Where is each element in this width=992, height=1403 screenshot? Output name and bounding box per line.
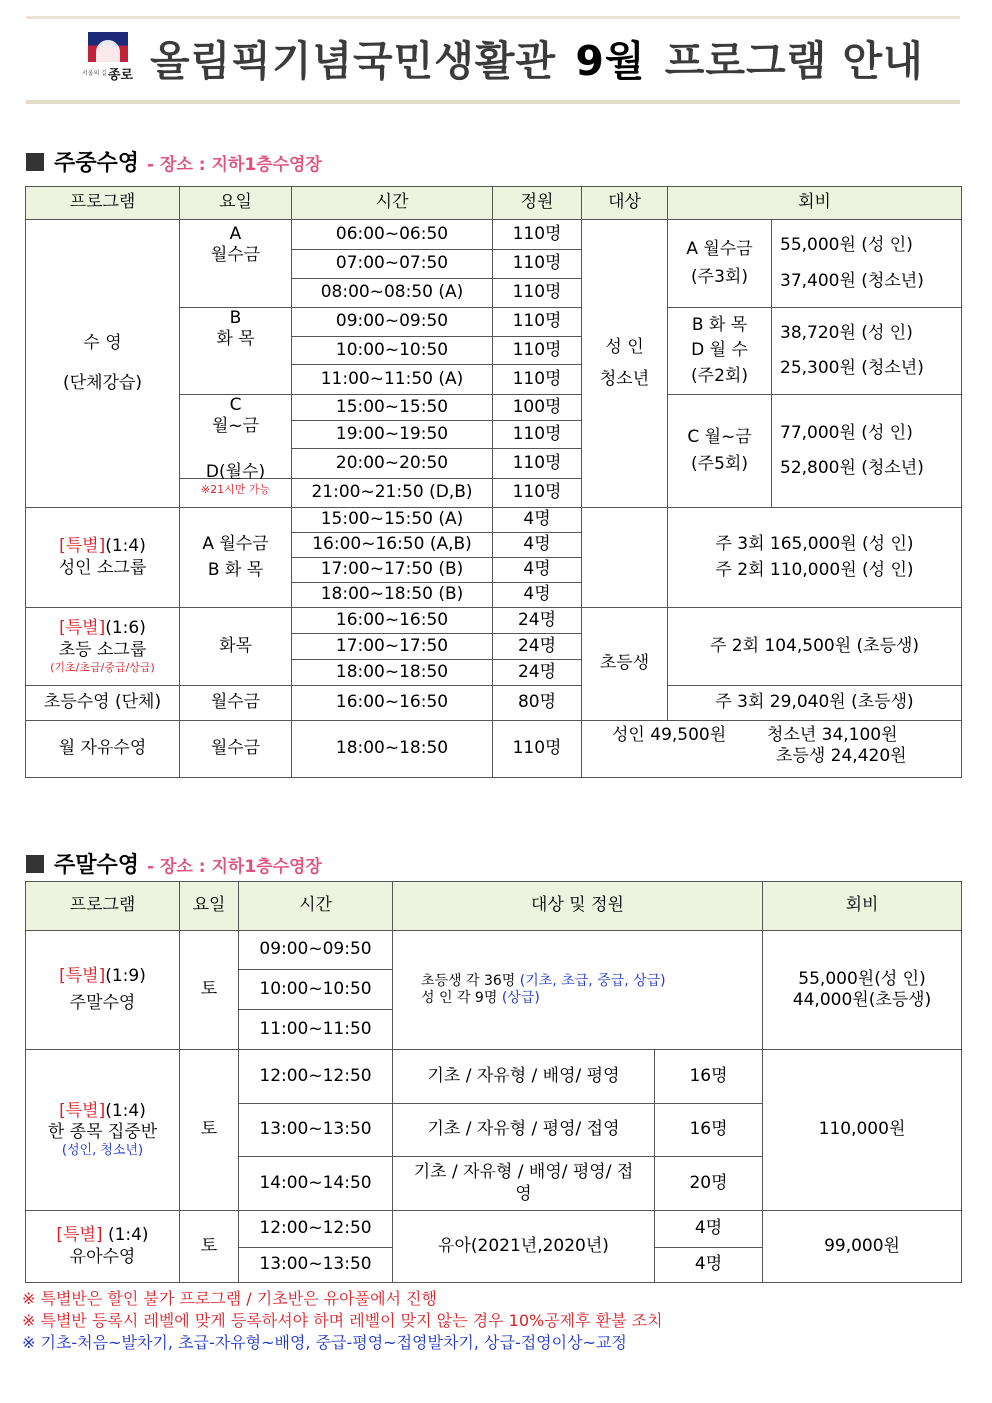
logo-arch-icon — [96, 40, 120, 64]
table-row — [26, 508, 962, 533]
header-bottom-rule — [26, 100, 960, 104]
kid-group-name: 초등수영 (단체) — [26, 686, 180, 721]
kid-small-ratio: (1:6) — [105, 618, 146, 639]
cap-cell: 4명 — [493, 533, 582, 558]
col-time: 시간 — [292, 187, 493, 220]
title-tail: 프로그램 안내 — [664, 37, 924, 85]
table-row — [26, 686, 962, 721]
cap-cell: 110명 — [493, 308, 582, 337]
fee-c-values — [772, 395, 962, 508]
target-adult: 성 인 — [605, 337, 644, 358]
kid-small-tag: [특별] — [59, 618, 106, 639]
focus-fee: 110,000원 — [763, 1050, 962, 1211]
days-a-cell — [180, 220, 292, 308]
col-target-capacity: 대상 및 정원 — [393, 882, 763, 931]
title-main: 올림픽기념국민생활관 — [150, 37, 557, 85]
toddler-program — [26, 1211, 180, 1283]
focus-day: 토 — [180, 1050, 239, 1211]
focus-target: 기초 / 자유형 / 배영/ 평영 — [393, 1050, 655, 1104]
col-days: 요일 — [180, 187, 292, 220]
swim-program-sub: (단체강습) — [63, 372, 142, 393]
kid-small-fee: 주 2회 104,500원 (초등생) — [668, 608, 962, 686]
weekend-swim-tag: [특별] — [59, 965, 106, 986]
weekend-swim-line2a: 성 인 각 9명 — [421, 990, 498, 1006]
table-row — [26, 220, 962, 250]
col-time: 시간 — [239, 882, 393, 931]
toddler-fee: 99,000원 — [763, 1211, 962, 1283]
cap-cell: 24명 — [493, 634, 582, 660]
title-month: 9월 — [575, 37, 646, 85]
time-cell: 20:00~20:50 — [292, 449, 493, 479]
time-cell: 18:00~18:50 (B) — [292, 583, 493, 608]
kid-group-days: 월수금 — [180, 686, 292, 721]
adult-small-name: 성인 소그룹 — [58, 557, 147, 578]
table-row — [26, 931, 962, 970]
weekend-swim-ratio: (1:9) — [105, 965, 146, 986]
kid-small-name: 초등 소그룹 — [58, 639, 147, 660]
time-cell: 12:00~12:50 — [239, 1211, 393, 1248]
fee-a-values — [772, 220, 962, 308]
kid-target: 초등생 — [582, 608, 668, 721]
logo-big-text: 종로 — [108, 68, 134, 83]
time-cell: 18:00~18:50 — [292, 660, 493, 686]
logo-small-text: 서울의 길 — [82, 70, 108, 77]
cap-cell: 16명 — [655, 1104, 763, 1157]
cap-cell: 16명 — [655, 1050, 763, 1104]
days-a-code: A — [229, 224, 242, 244]
weekend-swim-name: 주말수영 — [69, 993, 136, 1013]
cap-cell: 4명 — [493, 508, 582, 533]
cap-cell: 24명 — [493, 608, 582, 634]
swim-program-cell — [26, 220, 180, 508]
footnotes — [22, 1288, 663, 1354]
days-c-days: 월~금 — [211, 416, 260, 437]
time-cell: 13:00~13:50 — [239, 1248, 393, 1283]
focus-target: 기초 / 자유형 / 평영/ 접영 — [393, 1104, 655, 1157]
focus-name: 한 종목 집중반 — [47, 1121, 158, 1142]
col-program: 프로그램 — [26, 882, 180, 931]
focus-ratio: (1:4) — [105, 1100, 146, 1121]
time-cell: 07:00~07:50 — [292, 250, 493, 279]
fee-bd-label — [668, 308, 772, 395]
note-line: ※ 특별반은 할인 불가 프로그램 / 기초반은 유아풀에서 진행 — [22, 1289, 437, 1308]
weekday-table — [25, 186, 962, 778]
cap-cell: 110명 — [493, 365, 582, 395]
adult-small-ratio: (1:4) — [105, 536, 146, 557]
adult-small-days — [180, 508, 292, 608]
weekend-swim-line2b: (상급) — [501, 990, 540, 1006]
target-youth: 청소년 — [599, 368, 650, 389]
weekday-section-heading — [26, 146, 322, 177]
fee-bd-label3: (주2회) — [691, 365, 748, 386]
free-swim-name: 월 자유수영 — [26, 721, 180, 778]
time-cell: 11:00~11:50 — [239, 1010, 393, 1050]
kid-group-fee: 주 3회 29,040원 (초등생) — [668, 686, 962, 721]
adult-small-fee2: 주 2회 110,000원 (성 인) — [715, 559, 914, 580]
cap-cell: 110명 — [493, 337, 582, 365]
table-row — [26, 608, 962, 634]
time-cell: 19:00~19:50 — [292, 421, 493, 449]
weekend-swim-line1a: 초등생 각 36명 — [421, 972, 516, 989]
kid-small-program — [26, 608, 180, 686]
weekend-swim-day: 토 — [180, 931, 239, 1050]
free-swim-fee-youth: 청소년 34,100원 — [766, 725, 898, 745]
free-swim-fee-adult: 성인 49,500원 — [612, 725, 727, 745]
weekday-heading-text: 주중수영 — [54, 151, 140, 176]
weekend-swim-target — [393, 931, 763, 1050]
fee-bd-values — [772, 308, 962, 395]
fee-a-adult: 55,000원 (성 인) — [780, 235, 913, 256]
cap-cell: 4명 — [493, 583, 582, 608]
weekend-swim-fee — [763, 931, 962, 1050]
fee-c-adult: 77,000원 (성 인) — [780, 422, 913, 443]
time-cell: 16:00~16:50 — [292, 608, 493, 634]
cap-cell: 110명 — [493, 279, 582, 308]
cap-cell: 4명 — [655, 1248, 763, 1283]
days-b-code: B — [229, 308, 242, 328]
jongno-logo — [82, 32, 140, 84]
free-swim-cap: 110명 — [493, 721, 582, 778]
adult-small-tag: [특별] — [59, 536, 106, 557]
time-cell: 21:00~21:50 (D,B) — [292, 479, 493, 508]
fee-a-label — [668, 220, 772, 308]
adult-small-fee — [668, 508, 962, 608]
fee-a-youth: 37,400원 (청소년) — [780, 270, 924, 291]
free-swim-fee-kid: 초등생 24,420원 — [776, 746, 907, 767]
cap-cell: 110명 — [493, 220, 582, 250]
table-row — [26, 1050, 962, 1104]
days-d-note: ※21시만 가능 — [200, 482, 271, 496]
adult-small-fee1: 주 3회 165,000원 (성 인) — [715, 534, 914, 555]
cap-cell: 110명 — [493, 250, 582, 279]
time-cell: 15:00~15:50 (A) — [292, 508, 493, 533]
cap-cell: 110명 — [493, 449, 582, 479]
col-fee: 회비 — [668, 187, 962, 220]
note-line: ※ 기초-처음~발차기, 초급-자유형~배영, 중급-평영~접영발차기, 상급-접영이상~교정 — [22, 1333, 627, 1352]
time-cell: 09:00~09:50 — [292, 308, 493, 337]
table-row — [26, 721, 962, 778]
target-cell — [582, 220, 668, 508]
focus-program — [26, 1050, 180, 1211]
cap-cell: 100명 — [493, 395, 582, 421]
toddler-ratio: (1:4) — [107, 1225, 149, 1246]
col-program: 프로그램 — [26, 187, 180, 220]
col-fee: 회비 — [763, 882, 962, 931]
kid-group-time: 16:00~16:50 — [292, 686, 493, 721]
days-b-days: 화 목 — [216, 329, 255, 350]
fee-bd-adult: 38,720원 (성 인) — [780, 322, 913, 343]
fee-bd-label2: D 월 수 — [691, 340, 748, 361]
free-swim-time: 18:00~18:50 — [292, 721, 493, 778]
time-cell: 16:00~16:50 (A,B) — [292, 533, 493, 558]
time-cell: 17:00~17:50 — [292, 634, 493, 660]
time-cell: 10:00~10:50 — [292, 337, 493, 365]
weekend-swim-line1b: (기초, 초급, 중급, 상급) — [519, 972, 666, 989]
header-top-rule — [26, 16, 960, 19]
col-day: 요일 — [180, 882, 239, 931]
weekend-header-row — [26, 882, 962, 931]
col-target: 대상 — [582, 187, 668, 220]
weekend-swim-fee2: 44,000원(초등생) — [792, 990, 932, 1010]
cap-cell: 110명 — [493, 421, 582, 449]
adult-small-days1: A 월수금 — [202, 534, 269, 555]
fee-c-label2: (주5회) — [691, 454, 748, 474]
days-d: D(월수) — [205, 461, 266, 482]
weekend-location: - 장소 : 지하1층수영장 — [147, 857, 322, 877]
time-cell: 12:00~12:50 — [239, 1050, 393, 1104]
weekend-table — [25, 881, 962, 1283]
swim-program-name: 수 영 — [83, 333, 122, 354]
toddler-name: 유아수영 — [69, 1246, 136, 1267]
kid-small-days: 화목 — [180, 608, 292, 686]
time-cell: 13:00~13:50 — [239, 1104, 393, 1157]
fee-c-youth: 52,800원 (청소년) — [780, 458, 924, 478]
adult-small-program — [26, 508, 180, 608]
fee-c-label1: C 월~금 — [687, 426, 752, 447]
time-cell: 11:00~11:50 (A) — [292, 365, 493, 395]
focus-sub: (성인, 청소년) — [61, 1143, 144, 1159]
time-cell: 10:00~10:50 — [239, 970, 393, 1010]
adult-small-days2: B 화 목 — [207, 559, 264, 580]
cap-cell: 4명 — [655, 1211, 763, 1248]
fee-a-label2: (주3회) — [691, 266, 748, 287]
fee-c-label — [668, 395, 772, 508]
cap-cell: 4명 — [493, 558, 582, 583]
free-swim-fee — [582, 721, 962, 778]
toddler-target: 유아(2021년,2020년) — [393, 1211, 655, 1283]
fee-a-label1: A 월수금 — [686, 239, 753, 260]
table-row — [26, 1211, 962, 1248]
time-cell: 17:00~17:50 (B) — [292, 558, 493, 583]
time-cell: 06:00~06:50 — [292, 220, 493, 250]
focus-tag: [특별] — [59, 1100, 106, 1121]
time-cell: 08:00~08:50 (A) — [292, 279, 493, 308]
free-swim-days: 월수금 — [180, 721, 292, 778]
cap-cell: 110명 — [493, 479, 582, 508]
days-d-cell — [180, 461, 292, 508]
note-line: ※ 특별반 등록시 레벨에 맞게 등록하셔야 하며 레벨이 맞지 않는 경우 10%공제후 환불 조치 — [22, 1311, 663, 1330]
time-cell: 09:00~09:50 — [239, 931, 393, 970]
fee-bd-youth: 25,300원 (청소년) — [780, 358, 924, 378]
time-cell: 15:00~15:50 — [292, 395, 493, 421]
time-cell: 14:00~14:50 — [239, 1157, 393, 1211]
focus-target: 기초 / 자유형 / 배영/ 평영/ 접영 — [393, 1157, 655, 1211]
weekday-header-row — [26, 187, 962, 220]
target-continued — [582, 508, 668, 608]
fee-bd-label1: B 화 목 — [691, 315, 748, 336]
weekend-swim-fee1: 55,000원(성 인) — [798, 968, 926, 989]
weekday-location: - 장소 : 지하1층수영장 — [147, 155, 322, 175]
weekend-section-heading — [26, 848, 322, 879]
cap-cell: 20명 — [655, 1157, 763, 1211]
toddler-tag: [특별] — [56, 1225, 103, 1246]
weekend-heading-text: 주말수영 — [54, 853, 140, 878]
kid-small-levels: (기초/초급/중급/상급) — [50, 660, 155, 674]
days-c-code: C — [229, 395, 242, 415]
weekend-swim-program — [26, 931, 180, 1050]
days-b-cell — [180, 308, 292, 395]
days-a-days: 월수금 — [210, 245, 261, 266]
square-bullet-icon — [26, 153, 44, 171]
col-capacity: 정원 — [493, 187, 582, 220]
square-bullet-icon — [26, 855, 44, 873]
cap-cell: 24명 — [493, 660, 582, 686]
kid-group-cap: 80명 — [493, 686, 582, 721]
toddler-day: 토 — [180, 1211, 239, 1283]
page-title — [150, 28, 924, 87]
